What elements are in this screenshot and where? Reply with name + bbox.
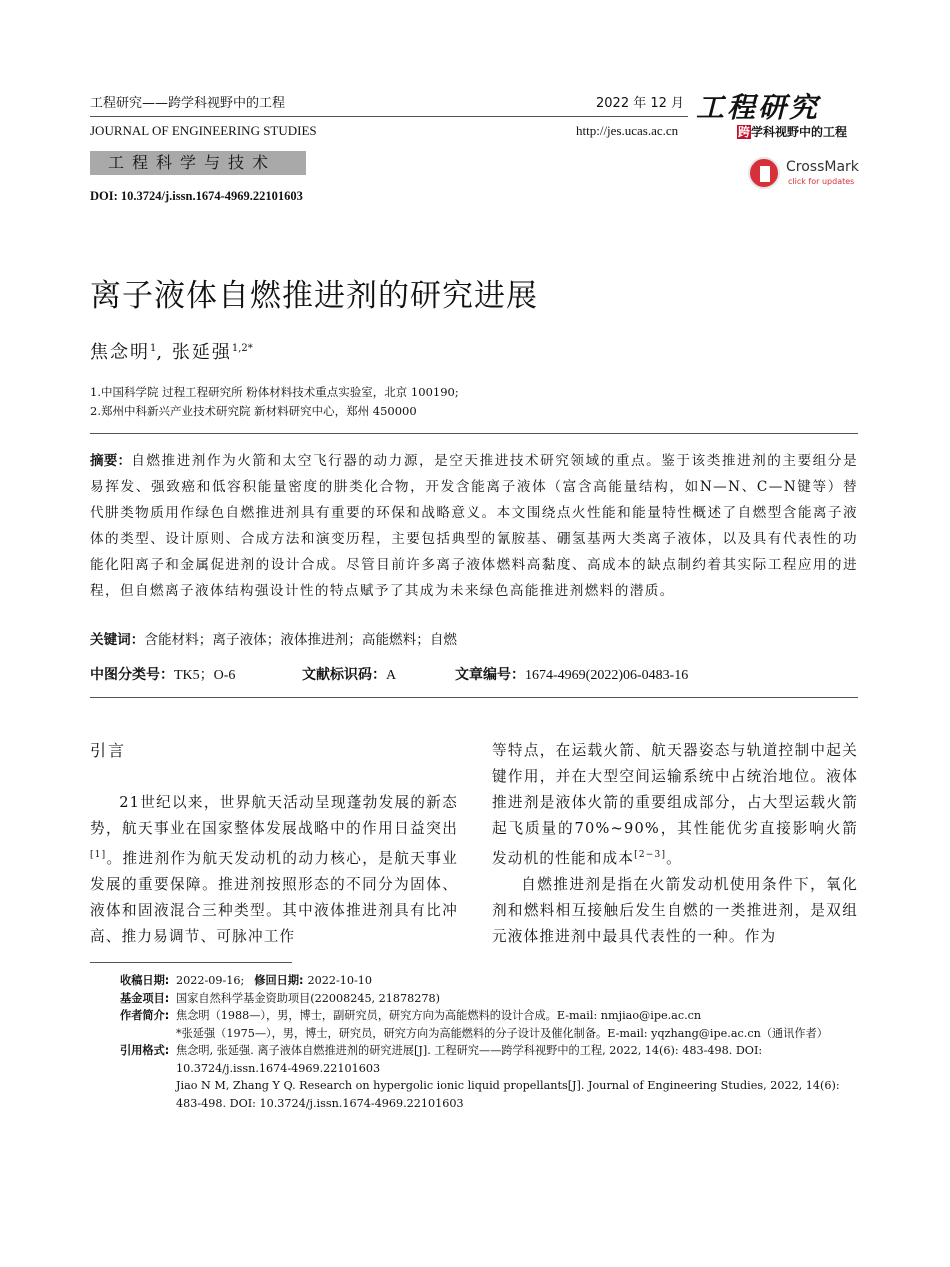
article-number (455, 664, 688, 684)
body-left-column (90, 790, 458, 950)
article-title: 离子液体自燃推进剂的研究进展 (90, 278, 538, 314)
bio-label: 作者简介: (120, 1009, 170, 1022)
doc-code-label: 文献标识码： (302, 667, 386, 683)
revised-date: 2022-10-10 (307, 974, 373, 987)
received-date: 2022-09-16; (176, 974, 245, 987)
keywords-label: 关键词： (90, 632, 145, 648)
paragraph: 自燃推进剂是指在火箭发动机使用条件下，氧化剂和燃料相互接触后发生自燃的一类推进剂，是双组元液体推进剂中最具代表性的一种。作为 (492, 875, 858, 945)
clc-label: 中图分类号： (90, 667, 174, 683)
revised-label: 修回日期: (254, 974, 304, 987)
paragraph-text: 21世纪以来，世界航天活动呈现蓬勃发展的新态势，航天事业在国家整体发展战略中的作用日益突出 (90, 794, 458, 837)
footnotes (120, 972, 860, 1112)
journal-logo: 工程研究 (696, 91, 821, 124)
paragraph-text: 。推进剂作为航天发动机的动力核心，是航天事业发展的重要保障。推进剂按照形态的不同分为固体、液体和固液混合三种类型。其中液体推进剂具有比冲高、推力易调节、可脉冲工作 (90, 849, 458, 945)
footnote-rule (90, 962, 292, 963)
journal-name-en: JOURNAL OF ENGINEERING STUDIES (90, 123, 317, 138)
keywords (90, 628, 457, 648)
footnote-fund (120, 990, 860, 1008)
clc-number (90, 664, 235, 684)
author-2: 张延强 (171, 342, 232, 363)
fund-label: 基金项目: (120, 991, 170, 1005)
paragraph-text: 等特点，在运载火箭、航天器姿态与轨道控制中起关键作用，并在大型空间运输系统中占统治地位。液体推进剂是液体火箭的重要组成部分，占大型运载火箭起飞质量的70%~90%，其性能优劣直接影响火箭发动机的性能和成本 (492, 742, 858, 867)
bio-text (176, 1007, 860, 1042)
bio-author-1: 焦念明（1988—），男，博士，副研究员，研究方向为高能燃料的设计合成。E-mail: nmjiao@ipe.ac.cn (176, 1009, 702, 1022)
clc-value: TK5；O-6 (174, 668, 236, 683)
crossmark-icon (748, 157, 780, 189)
affiliation-2: 2.郑州中科新兴产业技术研究院 新材料研究中心，郑州 450000 (90, 404, 417, 418)
abstract-top-rule (90, 433, 858, 434)
article-no-value: 1674-4969(2022)06-0483-16 (525, 668, 689, 683)
fund-text: 国家自然科学基金资助项目(22008245, 21878278) (176, 991, 440, 1005)
paragraph-text: 。 (666, 849, 682, 867)
section-heading: 引言 (90, 741, 127, 760)
author-2-sup: 1,2* (231, 343, 253, 354)
citation-en: Jiao N M, Zhang Y Q. Research on hypergolic ionic liquid propellants[J]. Journal of Engineering Studies, 2022, 14(6): 483-498. DOI: 10.3724/j.issn.1674-4969.22101603 (176, 1079, 840, 1110)
affiliation-1: 1.中国科学院 过程工程研究所 粉体材料技术重点实验室，北京 100190; (90, 385, 459, 399)
footnote-citation (120, 1042, 860, 1112)
body-right-column (492, 738, 858, 950)
cite-text (176, 1042, 860, 1112)
article-no-label: 文章编号： (455, 667, 525, 683)
crossmark-label: CrossMark (786, 159, 859, 175)
citation-cn: 焦念明, 张延强. 离子液体自燃推进剂的研究进展[J]. 工程研究——跨学科视野中的工程, 2022, 14(6): 483-498. DOI: 10.3724/j.issn.1674-4969.22101603 (176, 1044, 763, 1075)
journal-name-cn: 工程研究——跨学科视野中的工程 (90, 96, 286, 111)
doc-code-value: A (386, 668, 397, 683)
journal-url[interactable]: http://jes.ucas.ac.cn (576, 123, 679, 138)
citation-ref[interactable]: [1] (90, 850, 107, 860)
keywords-text: 含能材料；离子液体；液体推进剂；高能燃料；自燃 (144, 632, 458, 648)
logo-tag: 跨 (738, 125, 751, 139)
abstract-text: 自燃推进剂作为火箭和太空飞行器的动力源，是空天推进技术研究领域的重点。鉴于该类推进剂的主要组分是易挥发、强致癌和低容积能量密度的肼类化合物，开发含能离子液体（富含高能量结构，如N—N、C—N键等）替代肼类物质用作绿色自燃推进剂具有重要的环保和战略意义。本文围绕点火性能和能量特性概述了自燃型含能离子液体的类型、设计原则、合成方法和演变历程，主要包括典型的氰胺基、硼氢基两大类离子液体，以及具有代表性的功能化阳离子和金属促进剂的设计合成。尽管目前许多离子液体燃料高黏度、高成本的缺点制约着其实际工程应用的进程，但自燃离子液体结构强设计性的特点赋予了其成为未来绿色高能推进剂燃料的潜质。 (90, 453, 858, 599)
citation-ref[interactable]: [2−3] (634, 850, 667, 860)
issue-date: 2022 年 12 月 (596, 96, 685, 111)
author-1-sup: 1 (150, 343, 157, 354)
author-1: 焦念明 (90, 342, 150, 363)
bio-author-2: *张延强（1975—），男，博士，研究员，研究方向为高能燃料的分子设计及催化制备。E-mail: yqzhang@ipe.ac.cn（通讯作者） (176, 1026, 828, 1040)
abstract (90, 448, 858, 604)
paragraph (90, 790, 458, 950)
document-code (302, 664, 396, 684)
header-rule (90, 116, 688, 117)
author-separator: , (156, 342, 172, 363)
doi[interactable]: DOI: 10.3724/j.issn.1674-4969.22101603 (90, 189, 303, 203)
authors (90, 338, 253, 364)
section-label: 工程科学与技术 (90, 151, 306, 175)
received-label: 收稿日期: (120, 974, 170, 987)
crossmark-badge[interactable] (748, 157, 860, 193)
paragraph (492, 738, 858, 872)
crossmark-sub: click for updates (788, 177, 855, 186)
cite-label: 引用格式: (120, 1044, 170, 1057)
footnote-dates (120, 972, 860, 990)
logo-subtitle-text: 学科视野中的工程 (751, 125, 848, 139)
abstract-label: 摘要： (90, 453, 132, 469)
abstract-bottom-rule (90, 697, 858, 698)
journal-logo-subtitle (737, 123, 847, 140)
footnote-bio (120, 1007, 860, 1042)
